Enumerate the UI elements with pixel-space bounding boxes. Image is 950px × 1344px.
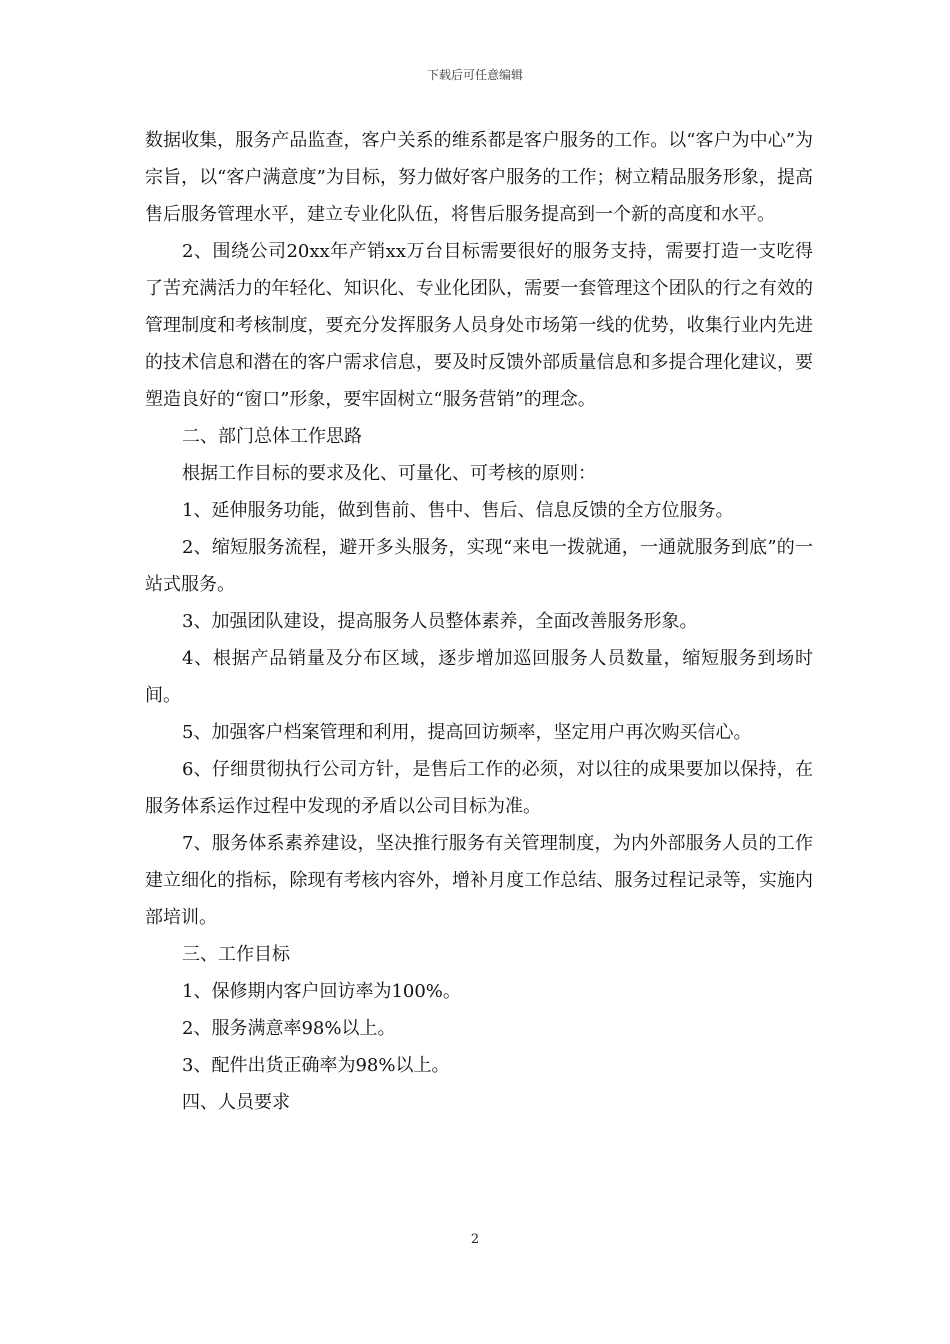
list-item-3: 3、加强团队建设，提高服务人员整体素养，全面改善服务形象。 (182, 611, 698, 632)
list-item-4: 4、根据产品销量及分布区域，逐步增加巡回服务人员数量，缩短服务到场时间。 (145, 648, 813, 706)
document-body (145, 122, 813, 1121)
list-item-5: 5、加强客户档案管理和利用，提高回访频率，坚定用户再次购买信心。 (182, 722, 752, 743)
page-header: 下载后可任意编辑 (426, 68, 523, 82)
paragraph-intro-continued: 数据收集，服务产品监查，客户关系的维系都是客户服务的工作。以“客户为中心”为宗旨，以“客户满意度”为目标，努力做好客户服务的工作；树立精品服务形象，提高售后服务管理水平，建立专业化队伍，将售后服务提高到一个新的高度和水平。 (145, 130, 813, 225)
section-heading-3: 三、工作目标 (182, 944, 290, 965)
paragraph-principle: 根据工作目标的要求及化、可量化、可考核的原则： (182, 463, 596, 484)
list-item-2: 2、缩短服务流程，避开多头服务，实现“来电一拨就通，一通就服务到底”的一站式服务。 (145, 537, 813, 595)
goal-item-2: 2、服务满意率98%以上。 (182, 1018, 396, 1039)
goal-item-3: 3、配件出货正确率为98%以上。 (182, 1055, 450, 1076)
list-item-1: 1、延伸服务功能，做到售前、售中、售后、信息反馈的全方位服务。 (182, 500, 734, 521)
list-item-7: 7、服务体系素养建设，坚决推行服务有关管理制度，为内外部服务人员的工作建立细化的指标，除现有考核内容外，增补月度工作总结、服务过程记录等，实施内部培训。 (145, 833, 813, 928)
section-heading-2: 二、部门总体工作思路 (182, 426, 362, 447)
goal-item-1: 1、保修期内客户回访率为100%。 (182, 981, 461, 1002)
section-heading-4: 四、人员要求 (182, 1092, 290, 1113)
paragraph-item-2: 2、围绕公司20xx年产销xx万台目标需要很好的服务支持，需要打造一支吃得了苦充满活力的年轻化、知识化、专业化团队，需要一套管理这个团队的行之有效的管理制度和考核制度，要充分发挥服务人员身处市场第一线的优势，收集行业内先进的技术信息和潜在的客户需求信息，要及时反馈外部质量信息和多提合理化建议，要塑造良好的“窗口”形象，要牢固树立“服务营销”的理念。 (145, 241, 813, 410)
list-item-6: 6、仔细贯彻执行公司方针，是售后工作的必须，对以往的成果要加以保持，在服务体系运作过程中发现的矛盾以公司目标为准。 (145, 759, 813, 817)
page-number: 2 (470, 1232, 480, 1247)
